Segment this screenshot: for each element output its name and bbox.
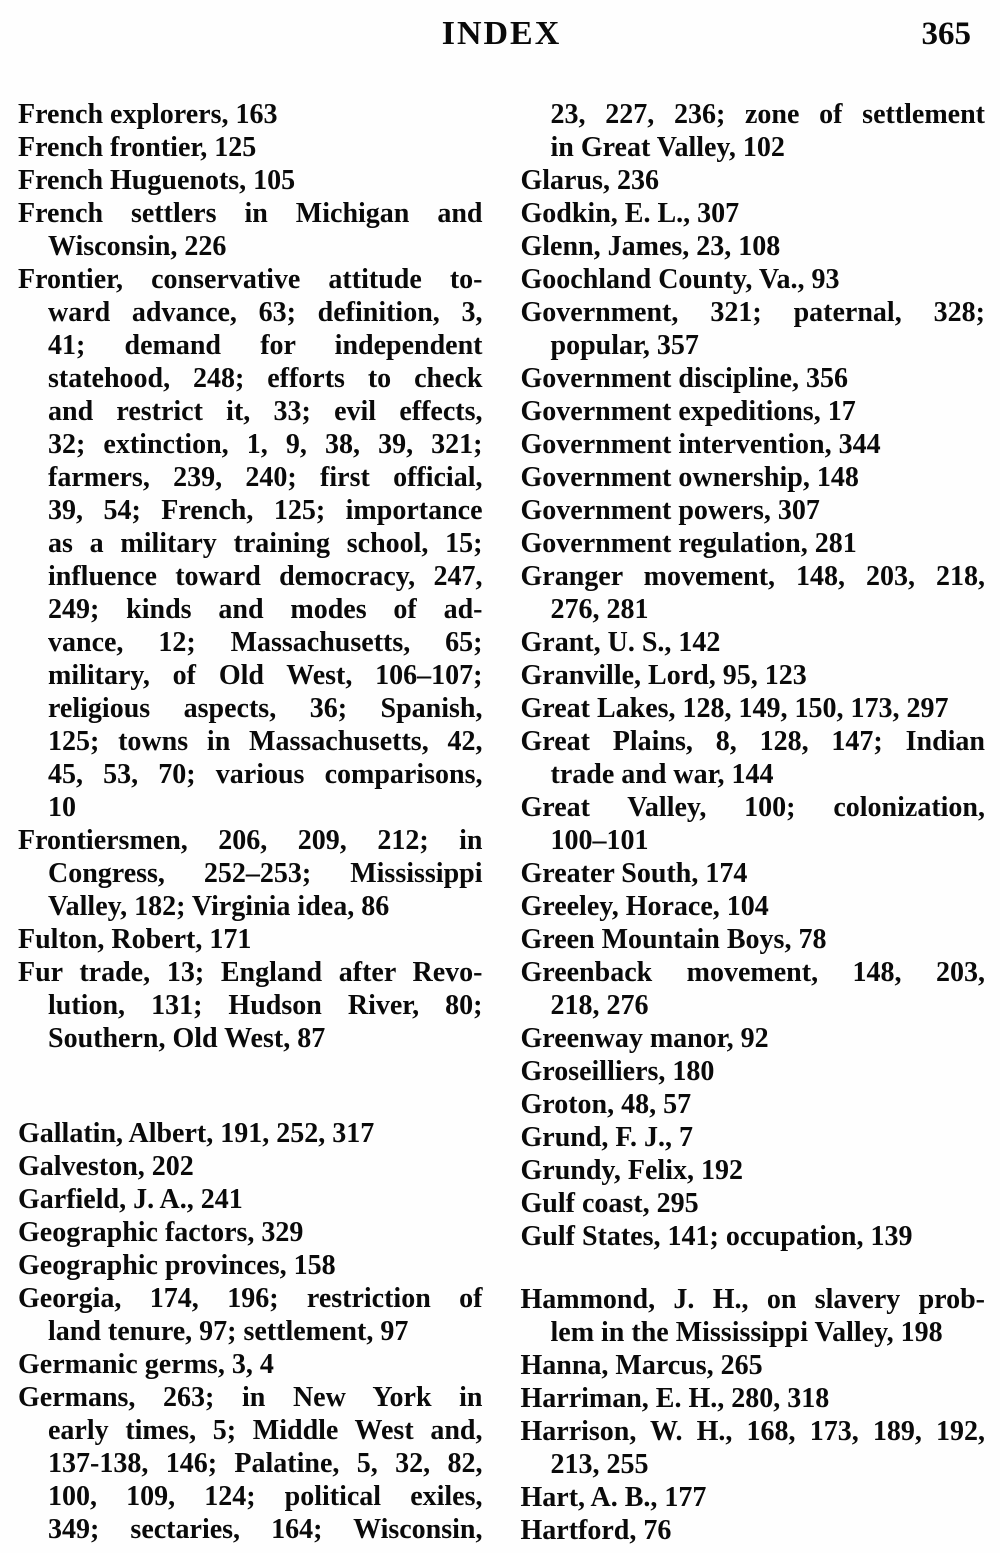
index-entry: [521, 296, 986, 362]
index-entry: [521, 263, 986, 296]
index-entry-line: Government discipline, 356: [520, 363, 848, 394]
index-entry-line: Greenway manor, 92: [520, 1023, 769, 1054]
index-entry-line: trade and war, 144: [550, 759, 774, 790]
index-entry: [521, 560, 986, 626]
index-entry-line: Gulf States, 141; occupation, 139: [520, 1221, 913, 1252]
index-entry: [521, 791, 986, 857]
index-entry: [18, 263, 483, 824]
index-entry-line: Hanna, Marcus, 265: [520, 1350, 763, 1381]
index-entry: [18, 956, 483, 1055]
index-entry: [521, 395, 986, 428]
page-title: INDEX: [441, 15, 562, 52]
index-entry: [521, 527, 986, 560]
index-entry-line: vance, 12; Massachusetts, 65;: [48, 627, 483, 658]
index-entry-line: 100, 109, 124; political exiles,: [48, 1481, 483, 1512]
index-entry: [521, 1187, 986, 1220]
index-entry-line: military, of Old West, 106–107;: [48, 660, 483, 691]
page-number: 365: [921, 16, 971, 52]
index-entry-line: French frontier, 125: [18, 132, 257, 163]
index-entry-line: Glarus, 236: [520, 165, 659, 196]
index-entry-line: Fur trade, 13; England after Revo-: [18, 957, 483, 988]
index-entry: [521, 1022, 986, 1055]
index-entry-line: in Great Valley, 102: [550, 132, 785, 163]
index-entry-line: Groton, 48, 57: [520, 1089, 692, 1120]
index-entry-line: 39, 54; French, 125; importance: [48, 495, 483, 526]
index-entry: [18, 98, 483, 131]
index-entry-line: 218, 276: [550, 990, 649, 1021]
index-entry-line: Gulf coast, 295: [520, 1188, 699, 1219]
index-entry-line: land tenure, 97; settlement, 97: [48, 1316, 409, 1347]
index-entry-line: 23, 227, 236; zone of settlement: [550, 99, 985, 130]
index-entry-line: Granger movement, 148, 203, 218,: [520, 561, 985, 592]
index-entry-line: Grund, F. J., 7: [520, 1122, 693, 1153]
index-entry-line: Geographic factors, 329: [18, 1217, 304, 1248]
index-column-right: [521, 98, 986, 1547]
index-entry-line: ward advance, 63; definition, 3,: [48, 297, 483, 328]
index-entry-line: Great Valley, 100; colonization,: [520, 792, 985, 823]
index-entry: [18, 1381, 483, 1546]
index-entry-line: Goochland County, Va., 93: [520, 264, 840, 295]
index-entry-line: Great Plains, 8, 128, 147; Indian: [520, 726, 985, 757]
index-entry-line: 276, 281: [550, 594, 649, 625]
index-entry-line: 41; demand for independent: [48, 330, 483, 361]
index-entry-line: Georgia, 174, 196; restriction of: [18, 1283, 483, 1314]
index-entry-line: 349; sectaries, 164; Wisconsin,: [48, 1514, 483, 1545]
index-columns: [18, 98, 985, 1547]
index-entry: [18, 1282, 483, 1348]
index-entry-line: Harriman, E. H., 280, 318: [520, 1383, 830, 1414]
index-entry-line: religious aspects, 36; Spanish,: [48, 693, 483, 724]
index-entry: [521, 1514, 986, 1547]
index-entry: [521, 725, 986, 791]
index-entry-line: 213, 255: [550, 1449, 649, 1480]
index-entry: [18, 131, 483, 164]
index-entry-line: Hartford, 76: [520, 1515, 672, 1546]
index-entry: [521, 857, 986, 890]
index-entry-line: Grant, U. S., 142: [520, 627, 721, 658]
index-entry-line: statehood, 248; efforts to check: [48, 363, 483, 394]
index-entry-line: and restrict it, 33; evil effects,: [48, 396, 483, 427]
index-entry-line: Godkin, E. L., 307: [520, 198, 740, 229]
index-entry-line: Groseilliers, 180: [520, 1056, 715, 1087]
index-entry: [18, 923, 483, 956]
index-entry: [521, 164, 986, 197]
index-entry-line: French explorers, 163: [18, 99, 278, 130]
index-entry-line: farmers, 239, 240; first official,: [48, 462, 483, 493]
index-entry-line: Frontiersmen, 206, 209, 212; in: [18, 825, 483, 856]
index-entry: [521, 461, 986, 494]
index-entry: [521, 1121, 986, 1154]
index-entry: [521, 428, 986, 461]
index-entry-line: Grundy, Felix, 192: [520, 1155, 743, 1186]
index-entry: [521, 1415, 986, 1481]
index-entry: [18, 197, 483, 263]
index-entry: [18, 1150, 483, 1183]
index-entry-line: Glenn, James, 23, 108: [520, 231, 781, 262]
index-entry-line: French settlers in Michigan and: [18, 198, 483, 229]
index-entry: [521, 362, 986, 395]
index-entry: [521, 923, 986, 956]
index-entry: [521, 626, 986, 659]
index-entry: [521, 1382, 986, 1415]
index-entry: [521, 659, 986, 692]
index-entry: [521, 956, 986, 1022]
index-column-left: [18, 98, 483, 1547]
index-entry-line: Government, 321; paternal, 328;: [520, 297, 985, 328]
index-entry-line: Galveston, 202: [18, 1151, 194, 1182]
index-entry-line: Harrison, W. H., 168, 173, 189, 192,: [520, 1416, 985, 1447]
index-entry-line: Valley, 182; Virginia idea, 86: [48, 891, 390, 922]
index-entry-line: Congress, 252–253; Mississippi: [48, 858, 483, 889]
index-entry: [521, 1055, 986, 1088]
index-entry: [521, 1088, 986, 1121]
index-entry: [18, 824, 483, 923]
index-entry-line: Government ownership, 148: [520, 462, 859, 493]
index-entry: [18, 1249, 483, 1282]
index-entry-line: 137-138, 146; Palatine, 5, 32, 82,: [48, 1448, 483, 1479]
index-entry-line: Frontier, conservative attitude to-: [18, 264, 483, 295]
index-entry: [18, 1216, 483, 1249]
index-entry-line: 249; kinds and modes of ad-: [48, 594, 483, 625]
index-entry-line: Greenback movement, 148, 203,: [520, 957, 985, 988]
index-entry-line: Granville, Lord, 95, 123: [520, 660, 807, 691]
index-entry: [521, 197, 986, 230]
index-entry-line: popular, 357: [550, 330, 699, 361]
index-entry: [18, 164, 483, 197]
index-entry-line: Geographic provinces, 158: [18, 1250, 336, 1281]
index-entry-line: Hart, A. B., 177: [520, 1482, 707, 1513]
index-entry-line: Greeley, Horace, 104: [520, 891, 769, 922]
index-entry-line: Green Mountain Boys, 78: [520, 924, 827, 955]
index-entry: [18, 1117, 483, 1150]
index-entry-line: Government powers, 307: [520, 495, 820, 526]
index-entry-line: Great Lakes, 128, 149, 150, 173, 297: [520, 693, 949, 724]
page-header: [18, 14, 985, 56]
index-entry-line: Southern, Old West, 87: [48, 1023, 326, 1054]
index-entry: [521, 1154, 986, 1187]
index-entry-line: as a military training school, 15;: [48, 528, 483, 559]
index-entry-line: Government regulation, 281: [520, 528, 857, 559]
index-entry-line: 100–101: [550, 825, 649, 856]
index-entry-line: Wisconsin, 226: [48, 231, 227, 262]
index-entry-line: Hammond, J. H., on slavery prob-: [520, 1284, 985, 1315]
index-entry: [521, 1481, 986, 1514]
index-entry-line: Gallatin, Albert, 191, 252, 317: [18, 1118, 375, 1149]
index-entry: [521, 1349, 986, 1382]
index-entry-line: Germans, 263; in New York in: [18, 1382, 483, 1413]
index-entry-line: Greater South, 174: [520, 858, 748, 889]
index-entry: [521, 692, 986, 725]
index-entry: [521, 494, 986, 527]
index-entry-line: 10: [48, 792, 76, 823]
index-entry-line: 45, 53, 70; various comparisons,: [48, 759, 483, 790]
index-entry-line: lem in the Mississippi Valley, 198: [550, 1317, 943, 1348]
index-entry-line: Garfield, J. A., 241: [18, 1184, 243, 1215]
index-entry-line: Government expeditions, 17: [520, 396, 856, 427]
index-entry: [521, 1283, 986, 1349]
index-entry-line: 32; extinction, 1, 9, 38, 39, 321;: [48, 429, 483, 460]
index-entry-line: Germanic germs, 3, 4: [18, 1349, 274, 1380]
index-entry-line: early times, 5; Middle West and,: [48, 1415, 483, 1446]
index-entry-line: Fulton, Robert, 171: [18, 924, 252, 955]
index-entry-line: influence toward democracy, 247,: [48, 561, 483, 592]
index-entry: [521, 98, 986, 164]
index-entry-line: 125; towns in Massachusetts, 42,: [48, 726, 483, 757]
index-entry: [18, 1183, 483, 1216]
index-entry-line: Government intervention, 344: [520, 429, 881, 460]
index-entry: [521, 230, 986, 263]
index-entry: [521, 1220, 986, 1253]
index-entry-line: French Huguenots, 105: [18, 165, 296, 196]
index-entry-line: lution, 131; Hudson River, 80;: [48, 990, 483, 1021]
index-entry: [18, 1348, 483, 1381]
index-entry: [521, 890, 986, 923]
